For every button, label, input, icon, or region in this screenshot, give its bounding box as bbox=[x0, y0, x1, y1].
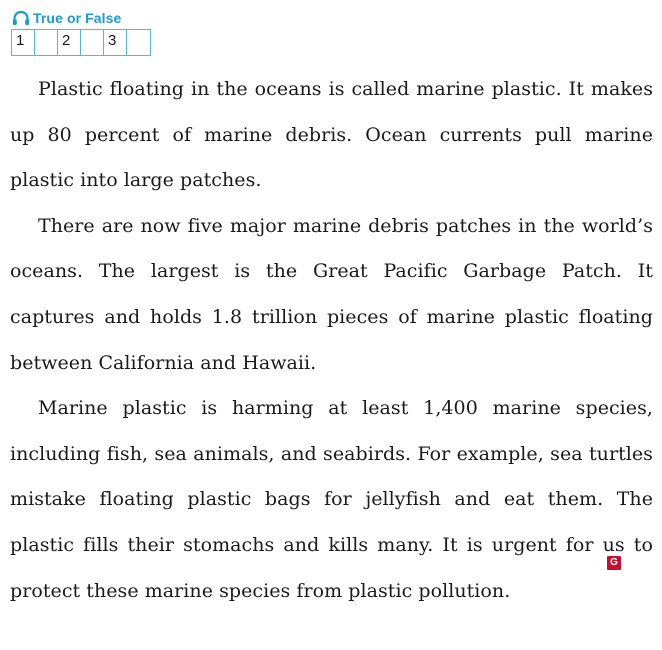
answer-box-number bbox=[12, 30, 35, 55]
reading-passage bbox=[10, 67, 653, 614]
grammar-marker[interactable]: G bbox=[607, 556, 621, 570]
passage-paragraph-2: There are now five major marine debris patches in the world’s oceans. The largest is the Great Pacific Garbage Patch. It captures and holds 1.8 trillion pieces of marine plastic floating between California and Hawaii. bbox=[10, 214, 653, 374]
true-or-false-header bbox=[12, 9, 121, 27]
exercise-title: True or False bbox=[33, 10, 122, 26]
passage-paragraph-1: Plastic floating in the oceans is called marine plastic. It makes up 80 percent of marine debris. Ocean currents pull marine plastic into large patches. bbox=[10, 78, 653, 192]
passage-paragraph-3: Marine plastic is harming at least 1,400 marine species, including fish, sea animals, and seabirds. For example, sea turtles mistake floating plastic bags for jellyfish and eat them. The plastic fills their stomachs and kills many. It is urgent for us to protect these marine species from plastic pollution. bbox=[10, 397, 653, 602]
answer-box-number bbox=[104, 30, 127, 55]
answer-boxes bbox=[11, 29, 151, 56]
answer-box-label: 3 bbox=[108, 32, 117, 49]
answer-box-number bbox=[58, 30, 81, 55]
answer-box-label: 2 bbox=[62, 32, 71, 49]
answer-box-label: 1 bbox=[16, 32, 25, 49]
answer-box-input[interactable] bbox=[81, 30, 104, 55]
answer-box-input[interactable] bbox=[127, 30, 150, 55]
headphones-icon bbox=[12, 10, 30, 26]
answer-box-input[interactable] bbox=[35, 30, 58, 55]
